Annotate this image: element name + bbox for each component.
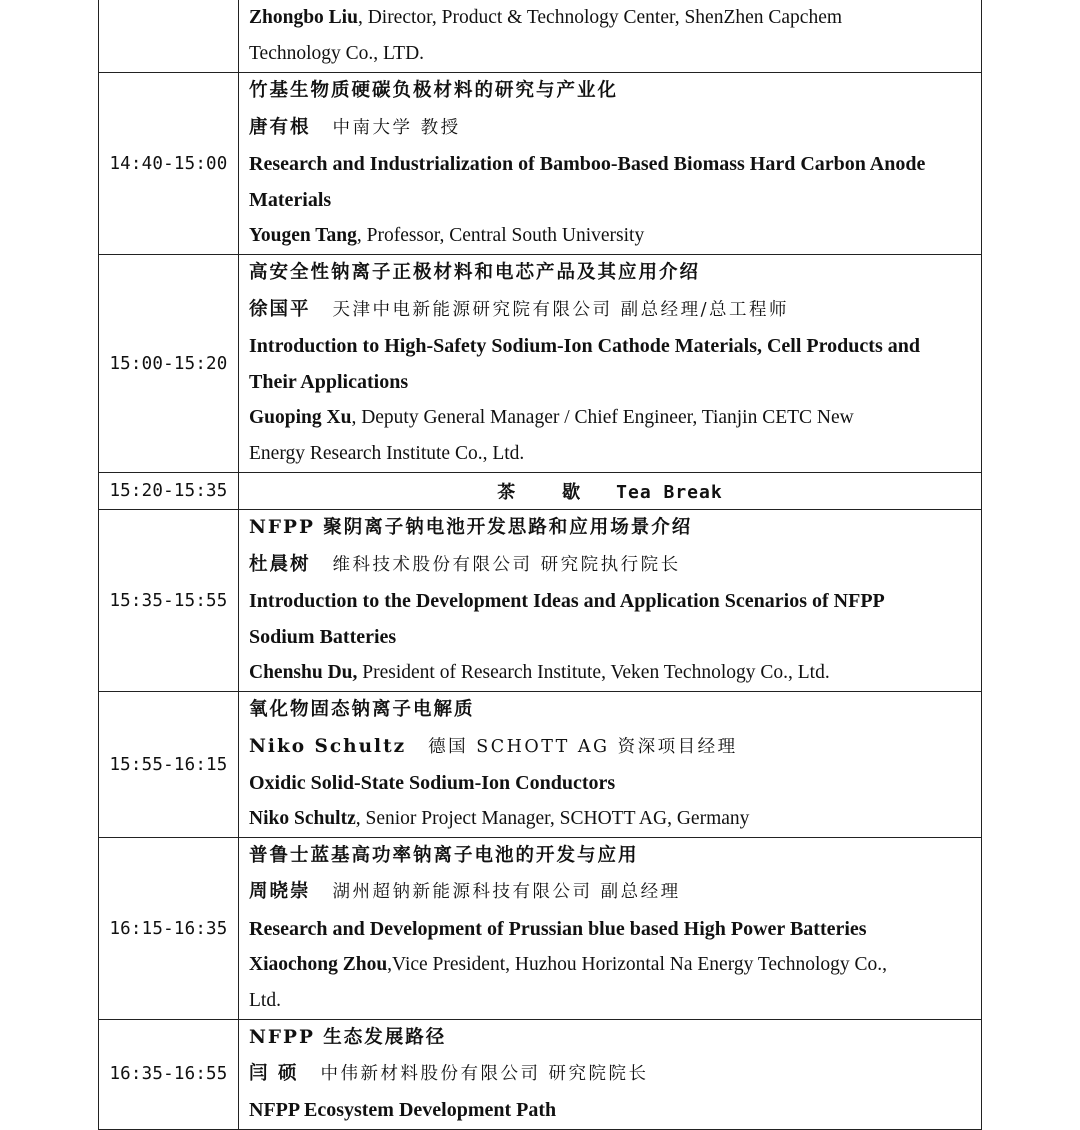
speaker-org-zh: 中南大学 教授 bbox=[332, 117, 461, 138]
speaker-affiliation-en: , Senior Project Manager, SCHOTT AG, Germany bbox=[355, 807, 750, 829]
agenda-row bbox=[99, 692, 982, 838]
speaker-org-zh: 湖州超钠新能源科技有限公司 副总经理 bbox=[332, 882, 681, 903]
agenda-row bbox=[99, 0, 982, 73]
talk-title-zh-text: 竹基生物质硬碳负极材料的研究与产业化 bbox=[249, 80, 619, 102]
speaker-line-zh bbox=[249, 292, 971, 328]
speaker-org-zh: 德国 SCHOTT AG 资深项目经理 bbox=[428, 736, 738, 757]
talk-title-zh bbox=[249, 510, 971, 546]
speaker-name-zh: Niko Schultz bbox=[249, 735, 407, 757]
session-details bbox=[239, 510, 982, 692]
speaker-line-en bbox=[249, 36, 971, 72]
talk-title-en bbox=[249, 146, 971, 182]
talk-title-zh-text: NFPP 聚阴离子钠电池开发思路和应用场景介绍 bbox=[249, 517, 693, 539]
session-time bbox=[99, 0, 239, 73]
speaker-name-zh: 杜晨树 bbox=[249, 553, 311, 575]
agenda-row bbox=[99, 73, 982, 255]
speaker-line-zh bbox=[249, 547, 971, 583]
talk-title-zh bbox=[249, 838, 971, 874]
talk-title-en-text: Materials bbox=[249, 188, 332, 211]
speaker-line-en bbox=[249, 983, 971, 1019]
agenda-row bbox=[99, 473, 982, 510]
session-time: 14:40-15:00 bbox=[99, 73, 239, 255]
talk-title-zh-text: 氧化物固态钠离子电解质 bbox=[249, 699, 475, 721]
talk-title-zh bbox=[249, 255, 971, 291]
speaker-line-en bbox=[249, 218, 971, 254]
speaker-name-en: Xiaochong Zhou bbox=[249, 953, 388, 975]
talk-title-en-text: Introduction to High-Safety Sodium-Ion Cathode Materials, Cell Products and bbox=[249, 334, 920, 357]
speaker-line-en bbox=[249, 655, 971, 691]
speaker-line-en bbox=[249, 0, 971, 36]
speaker-name-en: Zhongbo Liu bbox=[249, 7, 358, 28]
talk-title-en bbox=[249, 328, 971, 364]
talk-title-zh bbox=[249, 1020, 971, 1056]
talk-title-en-text: Research and Industrialization of Bamboo-Based Biomass Hard Carbon Anode bbox=[249, 152, 926, 175]
talk-title-en-text: Research and Development of Prussian blue based High Power Batteries bbox=[249, 917, 867, 940]
talk-title-zh-text: 普鲁士蓝基高功率钠离子电池的开发与应用 bbox=[249, 845, 639, 867]
speaker-line-zh bbox=[249, 729, 971, 765]
speaker-affiliation-en: Ltd. bbox=[249, 989, 281, 1011]
speaker-name-zh: 徐国平 bbox=[249, 298, 311, 320]
agenda-row bbox=[99, 255, 982, 473]
break-label-zh: 茶 歇 bbox=[497, 482, 599, 504]
talk-title-en-text: Sodium Batteries bbox=[249, 626, 397, 648]
agenda-row bbox=[99, 838, 982, 1020]
session-time: 15:35-15:55 bbox=[99, 510, 239, 692]
speaker-line-en bbox=[249, 947, 971, 983]
speaker-line-en bbox=[249, 801, 971, 837]
speaker-name-zh: 唐有根 bbox=[249, 116, 311, 138]
speaker-affiliation-en: Energy Research Institute Co., Ltd. bbox=[249, 443, 525, 465]
speaker-org-zh: 中伟新材料股份有限公司 研究院院长 bbox=[320, 1064, 649, 1085]
talk-title-zh bbox=[249, 692, 971, 728]
session-time: 15:00-15:20 bbox=[99, 255, 239, 473]
speaker-line-en bbox=[249, 436, 971, 472]
talk-title-zh-text: 高安全性钠离子正极材料和电芯产品及其应用介绍 bbox=[249, 262, 701, 284]
speaker-line-zh bbox=[249, 110, 971, 146]
session-details bbox=[239, 73, 982, 255]
speaker-line-zh bbox=[249, 1056, 971, 1092]
session-time: 16:35-16:55 bbox=[99, 1020, 239, 1130]
speaker-name-en: Guoping Xu bbox=[249, 407, 352, 429]
speaker-affiliation-en: , Deputy General Manager / Chief Engineer, Tianjin CETC New bbox=[351, 407, 854, 429]
speaker-affiliation-en: , Director, Product & Technology Center, ShenZhen Capchem bbox=[357, 7, 843, 28]
session-details bbox=[239, 838, 982, 1020]
agenda-row bbox=[99, 510, 982, 692]
session-time: 16:15-16:35 bbox=[99, 838, 239, 1020]
talk-title-en bbox=[249, 182, 971, 218]
talk-title-en bbox=[249, 364, 971, 400]
session-details bbox=[239, 0, 982, 73]
speaker-name-en: Yougen Tang bbox=[249, 225, 357, 247]
speaker-affiliation-en: ,Vice President, Huzhou Horizontal Na Energy Technology Co., bbox=[387, 953, 888, 975]
session-time: 15:55-16:15 bbox=[99, 692, 239, 838]
talk-title-zh-text: NFPP 生态发展路径 bbox=[249, 1027, 447, 1049]
agenda-row bbox=[99, 1020, 982, 1130]
speaker-line-zh bbox=[249, 874, 971, 910]
speaker-name-en: Niko Schultz bbox=[249, 807, 356, 829]
speaker-name-zh: 闫 硕 bbox=[249, 1063, 299, 1085]
talk-title-en-text: Oxidic Solid-State Sodium-Ion Conductors bbox=[249, 771, 616, 794]
break-label-en: Tea Break bbox=[616, 482, 723, 504]
talk-title-en bbox=[249, 583, 971, 619]
talk-title-en-text: Introduction to the Development Ideas and Application Scenarios of NFPP bbox=[249, 589, 885, 612]
speaker-name-zh: 周晓崇 bbox=[249, 881, 311, 903]
speaker-affiliation-en: , Professor, Central South University bbox=[356, 225, 645, 247]
talk-title-en bbox=[249, 765, 971, 801]
tea-break-cell bbox=[239, 473, 982, 510]
talk-title-en-text: Their Applications bbox=[249, 370, 409, 393]
session-time: 15:20-15:35 bbox=[99, 473, 239, 510]
session-details bbox=[239, 692, 982, 838]
speaker-org-zh: 维科技术股份有限公司 研究院执行院长 bbox=[332, 554, 681, 575]
talk-title-en bbox=[249, 619, 971, 655]
speaker-name-en: Chenshu Du, bbox=[249, 662, 358, 684]
talk-title-en bbox=[249, 1092, 971, 1128]
talk-title-zh bbox=[249, 73, 971, 109]
session-details bbox=[239, 1020, 982, 1130]
session-details bbox=[239, 255, 982, 473]
talk-title-en-text: NFPP Ecosystem Development Path bbox=[249, 1099, 557, 1122]
speaker-line-en bbox=[249, 400, 971, 436]
speaker-affiliation-en: President of Research Institute, Veken Technology Co., Ltd. bbox=[357, 662, 830, 684]
agenda-table bbox=[98, 0, 982, 1130]
talk-title-en bbox=[249, 911, 971, 947]
speaker-org-zh: 天津中电新能源研究院有限公司 副总经理/总工程师 bbox=[332, 299, 789, 320]
speaker-affiliation-en: Technology Co., LTD. bbox=[249, 43, 425, 65]
